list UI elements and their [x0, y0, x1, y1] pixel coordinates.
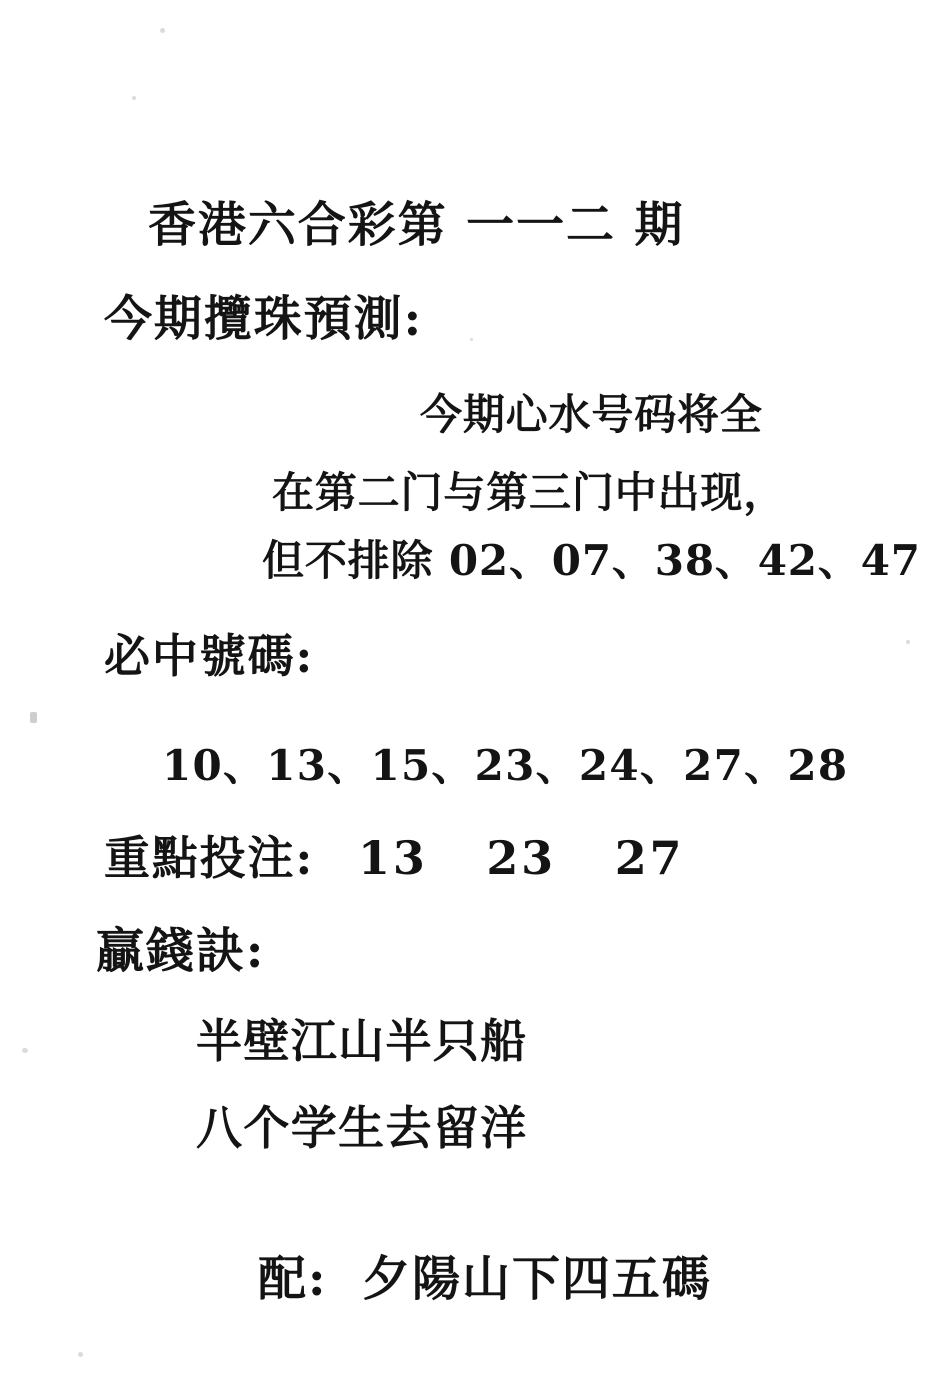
key-bets-row: [104, 822, 724, 888]
paper-speck: [132, 96, 136, 100]
key-bet-number: 23: [486, 831, 556, 885]
paper-speck: [22, 1048, 28, 1053]
win-formula-label: 贏錢訣:: [96, 923, 266, 979]
key-bet-number: 27: [614, 831, 685, 885]
pairing-label: 配:: [258, 1251, 328, 1307]
prediction-line-1: 今期心水号码将全: [420, 390, 763, 439]
sure-numbers-label: 必中號碼:: [104, 629, 315, 683]
pairing-text: 夕陽山下四五碼: [362, 1251, 712, 1307]
paper-speck: [906, 640, 910, 644]
prediction-line-3: 但不排除 02、07、38、42、47: [262, 536, 921, 585]
win-formula-verse-2: 八个学生去留洋: [196, 1101, 528, 1155]
page-title: 香港六合彩第 一一二 期: [148, 197, 685, 253]
paper-speck: [30, 712, 37, 723]
paper-speck: [160, 28, 165, 33]
pairing-row: [258, 1240, 712, 1309]
sure-numbers-values: 10、13、15、23、24、27、28: [162, 741, 849, 790]
prediction-line-2: 在第二门与第三门中出现，: [272, 468, 787, 517]
win-formula-verse-1: 半壁江山半只船: [196, 1014, 528, 1068]
key-bets-values: [358, 831, 724, 885]
paper-speck: [78, 1352, 83, 1357]
key-bet-number: 13: [358, 831, 428, 885]
key-bets-label: 重點投注:: [104, 831, 315, 885]
prediction-heading: 今期攬珠預測:: [104, 291, 424, 347]
paper-speck: [470, 338, 473, 341]
